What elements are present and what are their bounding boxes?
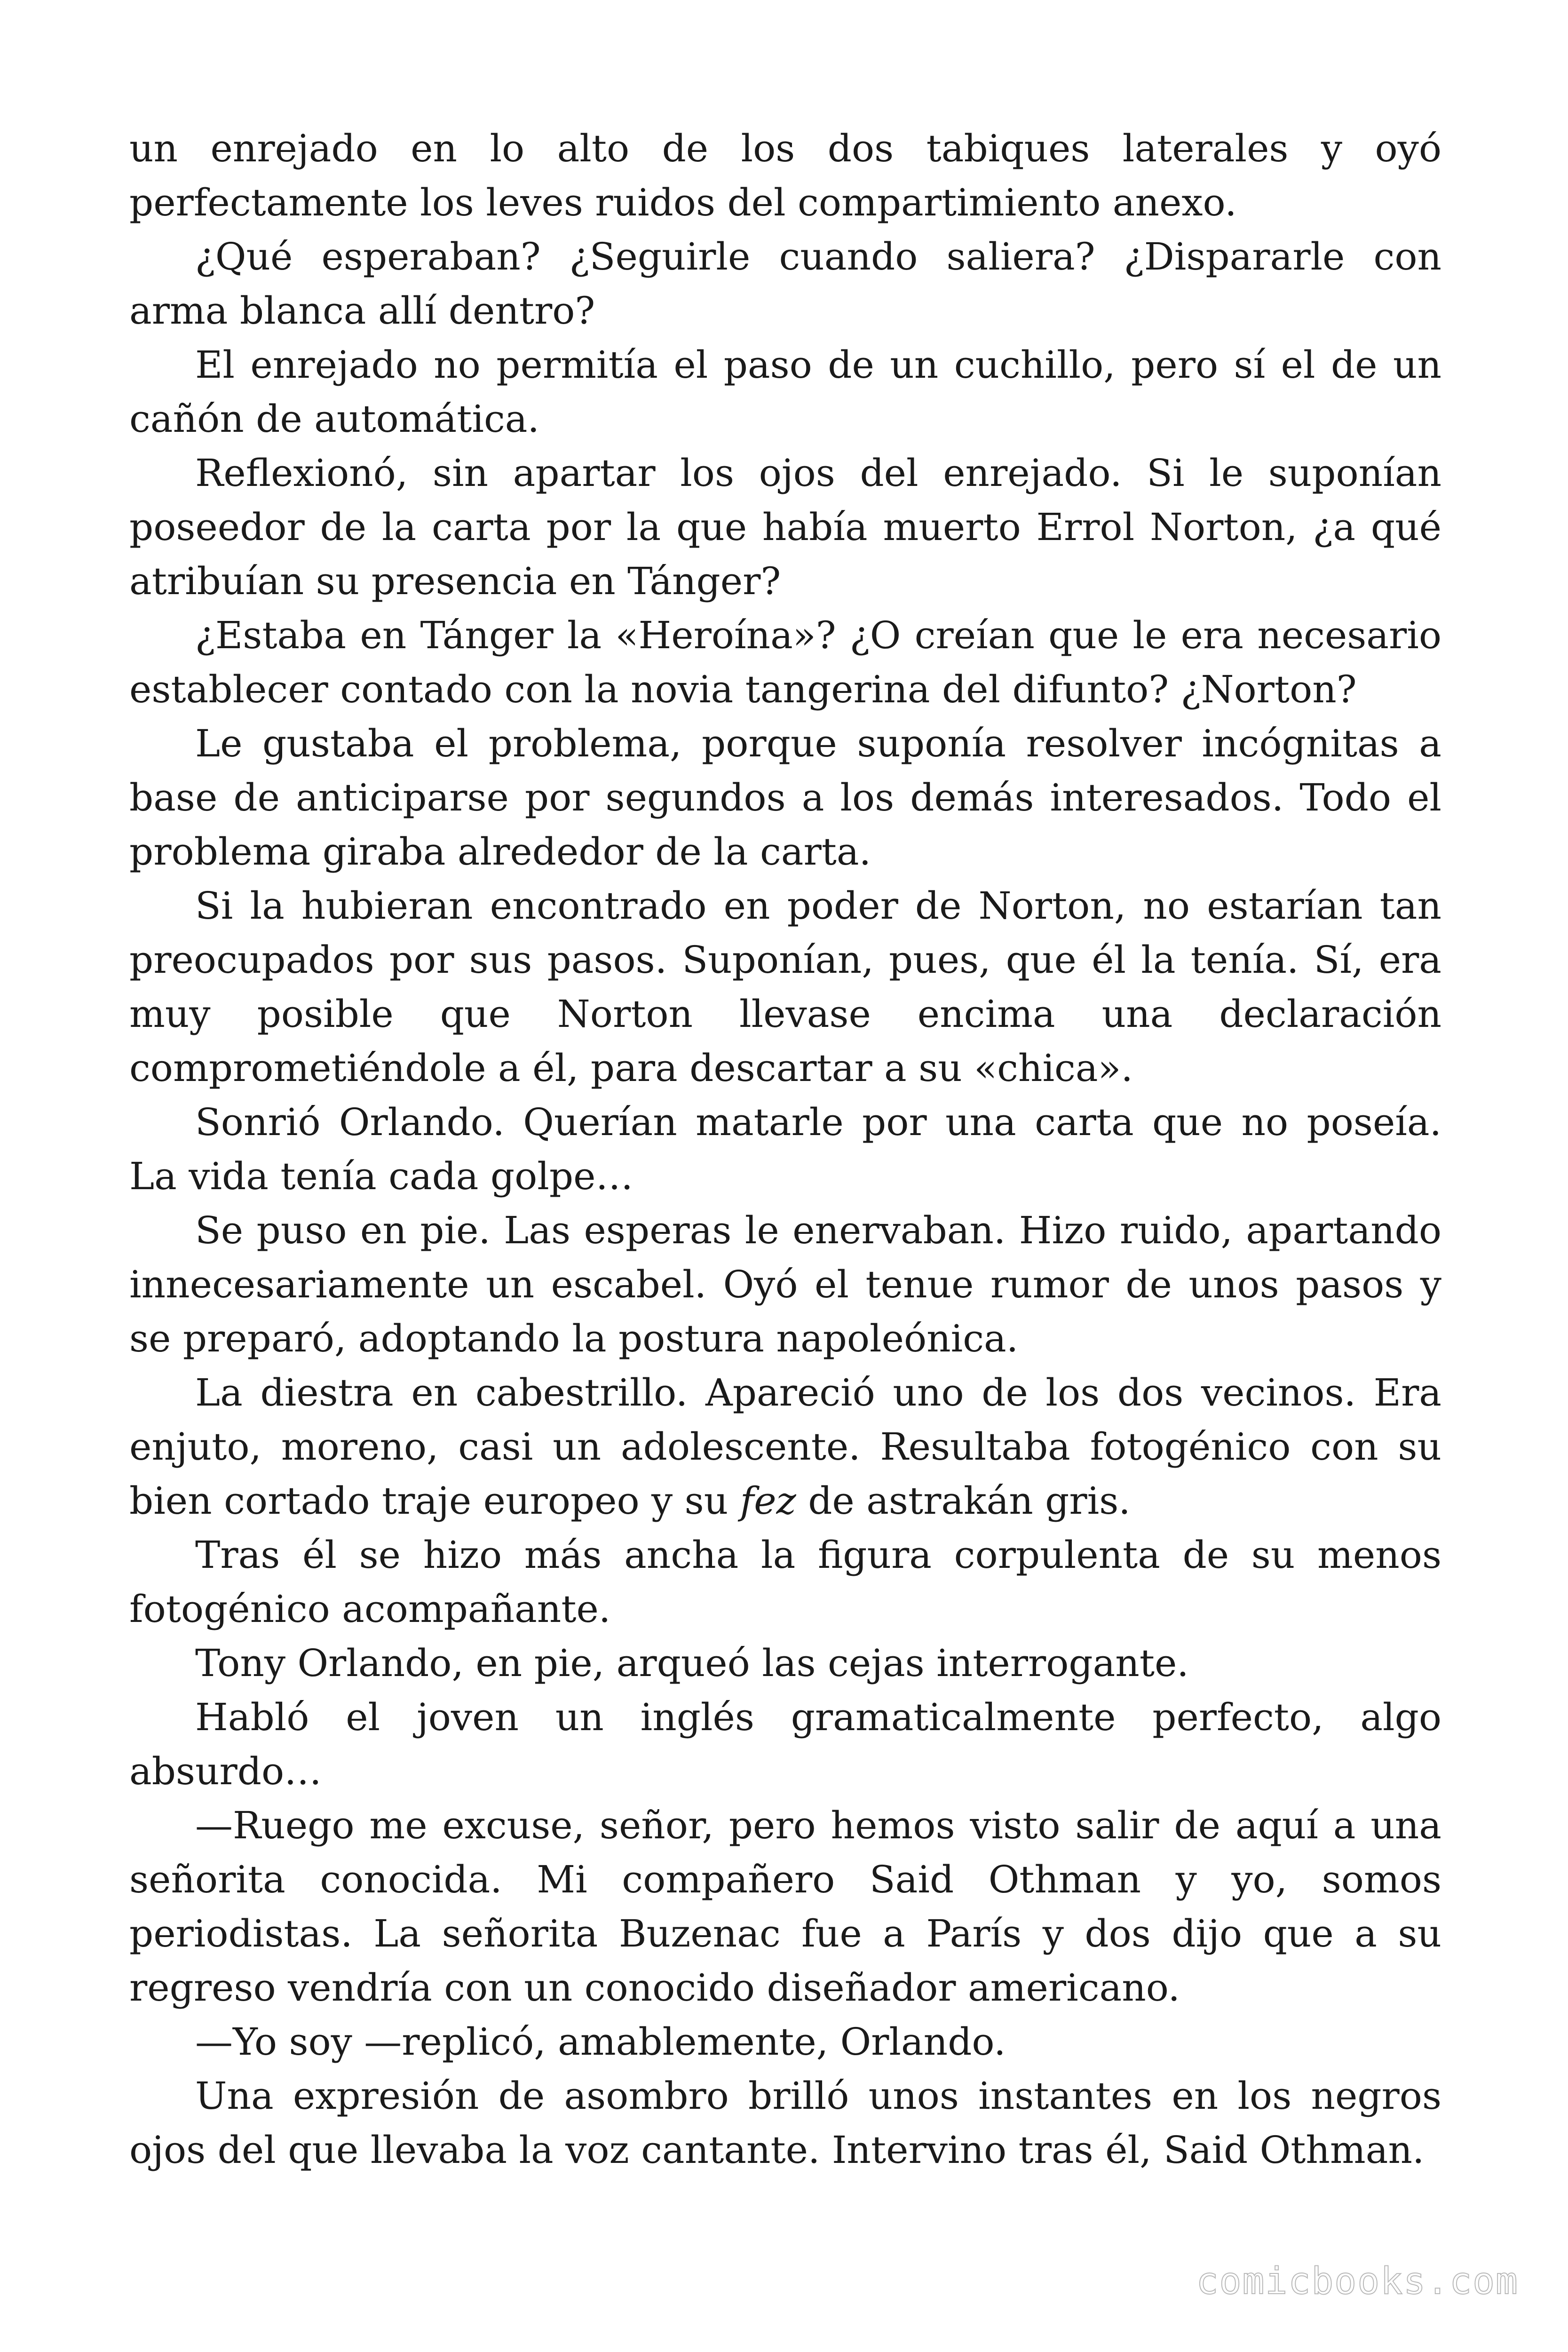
paragraph-6: Le gustaba el problema, porque suponía resolver incógnitas a base de anticiparse por segundos a los demás interesados. Todo el problema giraba alrededor de la carta. (129, 722, 1441, 874)
paragraph-11: Tras él se hizo más ancha la figura corpulenta de su menos fotogénico acompañante. (129, 1533, 1441, 1631)
paragraph-4: Reflexionó, sin apartar los ojos del enrejado. Si le suponían poseedor de la carta por la que había muerto Errol Norton, ¿a qué atribuían su presencia en Tánger? (129, 451, 1441, 603)
paragraph-12: Tony Orlando, en pie, arqueó las cejas interrogante. (195, 1641, 1189, 1685)
paragraph-7: Si la hubieran encontrado en poder de Norton, no estarían tan preocupados por sus pasos. Suponían, pues, que él la tenía. Sí, era muy posible que Norton llevase encima una declaración comprometiéndole a él, para descartar a su «chica». (129, 884, 1441, 1090)
paragraph-13: Habló el joven un inglés gramaticalmente perfecto, algo absurdo… (129, 1695, 1441, 1793)
paragraph-8: Sonrió Orlando. Querían matarle por una carta que no poseía. La vida tenía cada golpe… (129, 1100, 1441, 1198)
paragraph-14: —Ruego me excuse, señor, pero hemos visto salir de aquí a una señorita conocida. Mi compañero Said Othman y yo, somos periodistas. La señorita Buzenac fue a París y dos dijo que a su regreso vendría con un conocido diseñador americano. (129, 1804, 1441, 2010)
paragraph-16: Una expresión de asombro brilló unos instantes en los negros ojos del que llevaba la voz cantante. Intervino tras él, Said Othman. (129, 2074, 1441, 2172)
paragraph-5: ¿Estaba en Tánger la «Heroína»? ¿O creían que le era necesario establecer contado con la novia tangerina del difunto? ¿Norton? (129, 613, 1441, 711)
paragraph-3: El enrejado no permitía el paso de un cuchillo, pero sí el de un cañón de automática. (129, 343, 1441, 441)
paragraph-9: Se puso en pie. Las esperas le enervaban. Hizo ruido, apartando innecesariamente un escabel. Oyó el tenue rumor de unos pasos y se preparó, adoptando la postura napoleónica. (129, 1208, 1441, 1360)
paragraph-10-text-after: de astrakán gris. (796, 1479, 1131, 1523)
paragraph-2: ¿Qué esperaban? ¿Seguirle cuando saliera? ¿Dispararle con arma blanca allí dentro? (129, 235, 1441, 333)
paragraph-1: un enrejado en lo alto de los dos tabiques laterales y oyó perfectamente los leves ruidos del compartimiento anexo. (129, 127, 1441, 224)
book-page-text (129, 121, 1441, 2177)
paragraph-10 (129, 1366, 1441, 1528)
paragraph-10-italic-word: fez (740, 1479, 796, 1523)
paragraph-10-text-before: La diestra en cabestrillo. Apareció uno de los dos vecinos. Era enjuto, moreno, casi un adolescente. Resultaba fotogénico con su bien cortado traje europeo y su (129, 1371, 1441, 1523)
watermark: comicbooks.com (1196, 2260, 1519, 2303)
paragraph-15: —Yo soy —replicó, amablemente, Orlando. (195, 2020, 1006, 2064)
